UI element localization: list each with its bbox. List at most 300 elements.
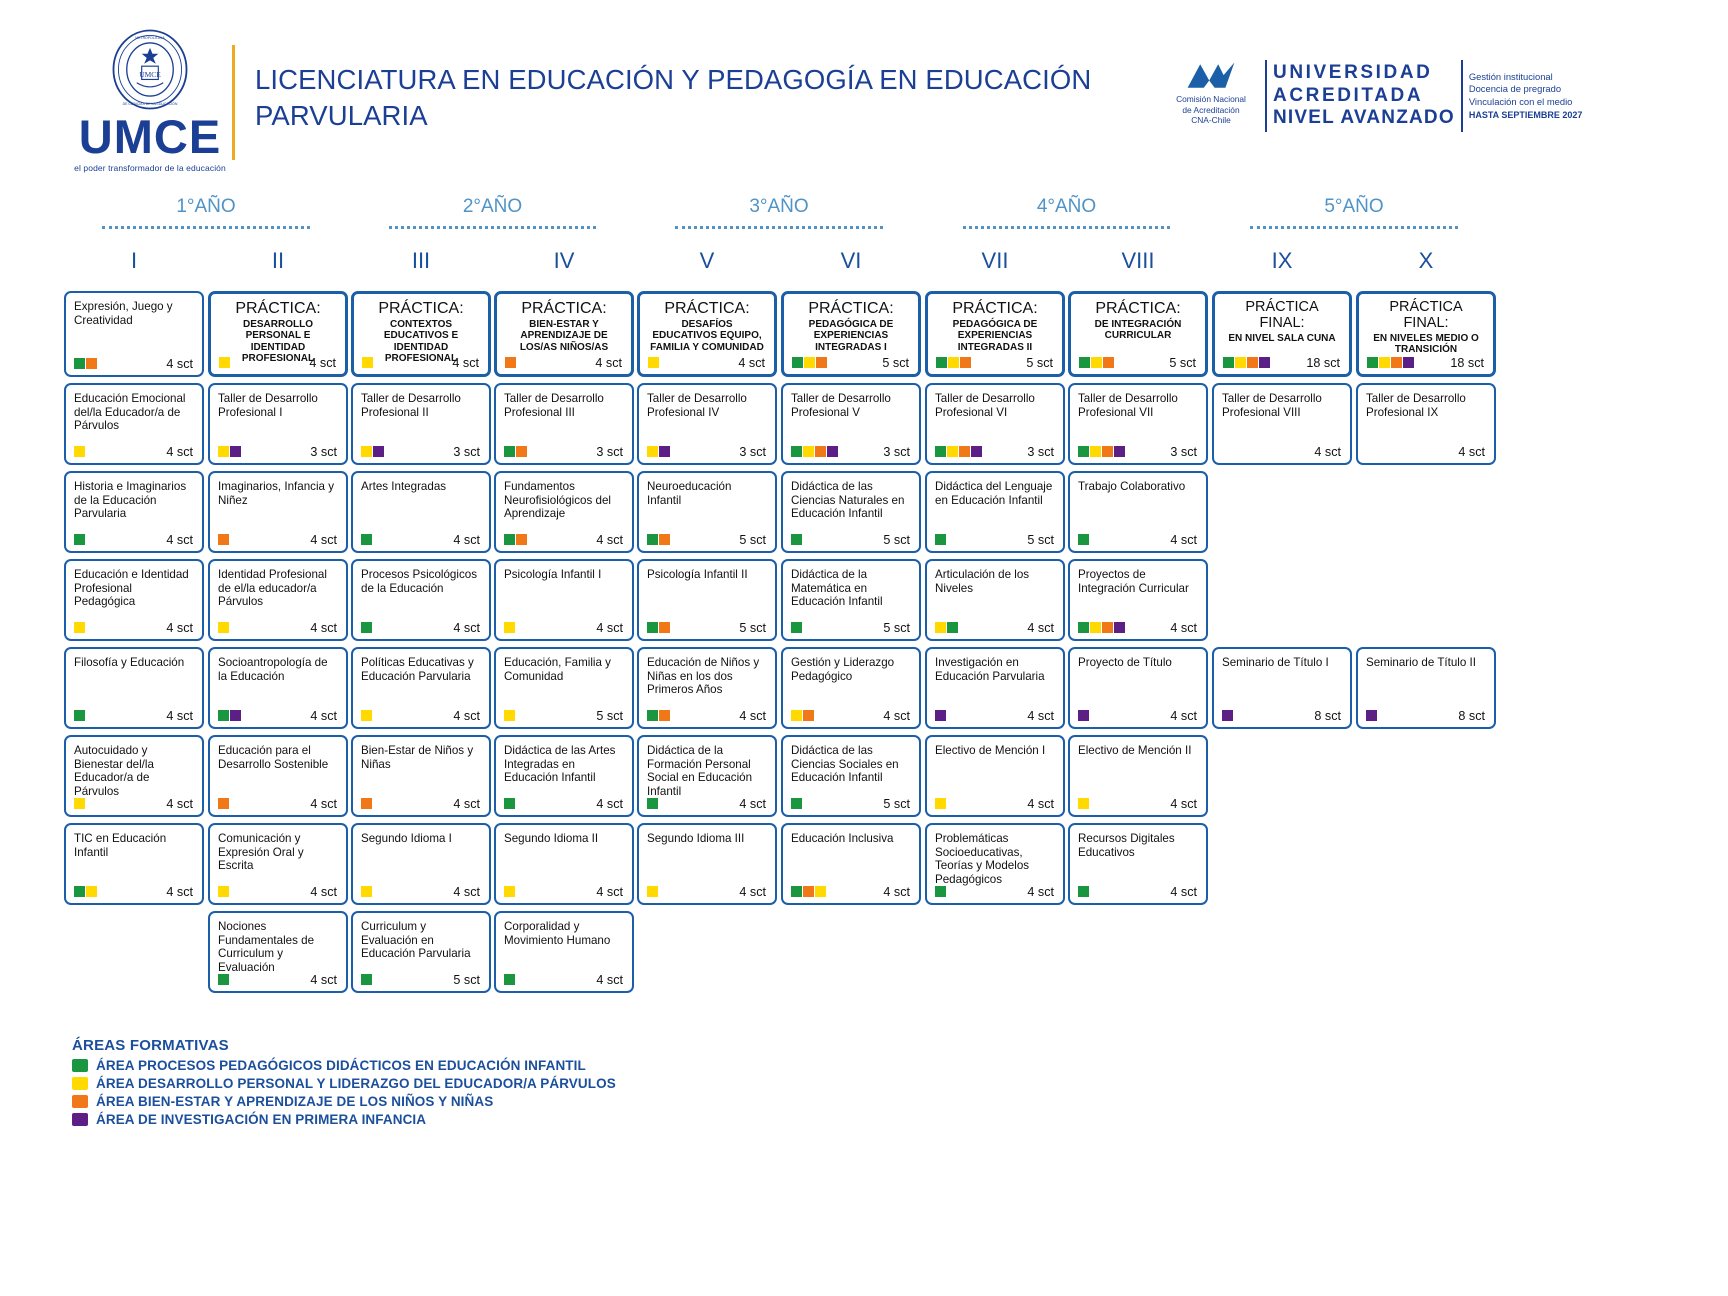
area-swatch-green	[935, 446, 946, 457]
area-swatch-yellow	[647, 446, 658, 457]
course-name: Filosofía y Educación	[74, 656, 185, 669]
course-card[interactable]	[637, 647, 777, 729]
course-card[interactable]	[781, 559, 921, 641]
area-swatches	[791, 798, 802, 809]
practica-title: PRÁCTICA:	[378, 300, 464, 317]
area-swatches	[74, 446, 85, 457]
area-swatches	[505, 357, 516, 368]
area-swatch-green	[647, 710, 658, 721]
course-name: Didáctica del Lenguaje en Educación Infantil	[935, 480, 1053, 507]
course-card[interactable]	[1068, 823, 1208, 905]
area-swatch-orange	[659, 534, 670, 545]
course-name: Recursos Digitales Educativos	[1078, 832, 1175, 859]
course-name: Curriculum y Evaluación en Educación Parvularia	[361, 920, 471, 961]
course-card[interactable]	[781, 735, 921, 817]
course-card[interactable]	[925, 559, 1065, 641]
area-swatches	[74, 358, 97, 369]
area-swatches	[1078, 534, 1089, 545]
course-credits: 18 sct	[1306, 356, 1340, 370]
course-name: Taller de Desarrollo Profesional IX	[1366, 392, 1466, 419]
course-name: Taller de Desarrollo Profesional V	[791, 392, 891, 419]
practica-title: PRÁCTICA:	[235, 300, 321, 317]
area-swatches	[647, 710, 670, 721]
course-name: Didáctica de la Matemática en Educación Infantil	[791, 568, 883, 609]
area-swatches	[1078, 622, 1125, 633]
course-credits: 4 sct	[1027, 885, 1054, 899]
area-swatch-yellow	[361, 710, 372, 721]
semester-label-iii: III	[411, 248, 431, 273]
course-card[interactable]	[208, 559, 348, 641]
course-credits: 4 sct	[595, 356, 622, 370]
course-credits: 3 sct	[596, 445, 623, 459]
area-swatch-green	[361, 622, 372, 633]
legend-swatch-green	[72, 1059, 88, 1072]
area-swatch-purple	[1259, 357, 1270, 368]
practica-card[interactable]	[351, 291, 491, 377]
area-swatches	[218, 446, 241, 457]
course-credits: 4 sct	[310, 973, 337, 987]
area-swatch-orange	[516, 446, 527, 457]
area-swatches	[792, 357, 827, 368]
area-swatch-green	[1078, 534, 1089, 545]
area-swatch-green	[1223, 357, 1234, 368]
semester-label-i: I	[130, 248, 138, 273]
practica-subtitle: DE INTEGRACIÓN CURRICULAR	[1094, 318, 1182, 342]
course-card[interactable]	[637, 383, 777, 465]
area-swatches	[1078, 798, 1089, 809]
practica-card[interactable]	[494, 291, 634, 377]
practica-card[interactable]	[1212, 291, 1352, 377]
course-card[interactable]	[494, 911, 634, 993]
course-credits: 5 sct	[1027, 533, 1054, 547]
area-swatch-orange	[516, 534, 527, 545]
course-name: Educación e Identidad Profesional Pedagógica	[74, 568, 189, 609]
course-name: Problemáticas Socioeducativas, Teorías y Modelos Pedagógicos	[935, 832, 1030, 886]
year-label-3: 3°AÑO	[749, 196, 809, 217]
course-card[interactable]	[64, 383, 204, 465]
course-name: Taller de Desarrollo Profesional VI	[935, 392, 1035, 419]
course-credits: 4 sct	[453, 797, 480, 811]
accreditation-status-line-2: ACREDITADA	[1273, 84, 1424, 106]
area-swatches	[218, 534, 229, 545]
area-swatches	[791, 622, 802, 633]
course-credits: 4 sct	[1170, 709, 1197, 723]
area-swatches	[504, 710, 515, 721]
year-label-1: 1°AÑO	[176, 196, 236, 217]
area-swatches	[935, 710, 946, 721]
legend-item	[72, 1094, 616, 1109]
course-name: Didáctica de las Ciencias Naturales en Educación Infantil	[791, 480, 905, 521]
course-card[interactable]	[1356, 383, 1496, 465]
course-card[interactable]	[1068, 647, 1208, 729]
practica-card[interactable]	[1068, 291, 1208, 377]
course-card[interactable]	[1068, 471, 1208, 553]
accreditation-area-1: Gestión institucional	[1468, 70, 1553, 82]
area-swatch-green	[647, 798, 658, 809]
course-credits: 4 sct	[310, 621, 337, 635]
course-card[interactable]	[64, 471, 204, 553]
area-swatch-purple	[1222, 710, 1233, 721]
semester-label-ix: IX	[1271, 248, 1293, 273]
course-card[interactable]	[637, 559, 777, 641]
area-swatches	[361, 710, 372, 721]
area-swatch-yellow	[504, 710, 515, 721]
course-card[interactable]	[637, 471, 777, 553]
course-card[interactable]	[494, 647, 634, 729]
area-swatch-yellow	[803, 446, 814, 457]
area-swatches	[74, 710, 85, 721]
course-card[interactable]	[64, 291, 204, 377]
course-card[interactable]	[925, 823, 1065, 905]
course-name: Trabajo Colaborativo	[1078, 480, 1186, 493]
practica-subtitle: PEDAGÓGICA DE EXPERIENCIAS INTEGRADAS I	[808, 318, 894, 353]
course-card[interactable]	[1356, 647, 1496, 729]
course-card[interactable]	[925, 471, 1065, 553]
semester-label-x: X	[1418, 248, 1434, 273]
area-swatches	[361, 886, 372, 897]
course-credits: 4 sct	[166, 797, 193, 811]
area-swatch-orange	[218, 798, 229, 809]
course-credits: 5 sct	[453, 973, 480, 987]
area-swatches	[362, 357, 373, 368]
area-swatches	[504, 798, 515, 809]
course-card[interactable]	[781, 647, 921, 729]
area-swatch-purple	[1366, 710, 1377, 721]
area-swatch-purple	[1078, 710, 1089, 721]
course-credits: 4 sct	[453, 533, 480, 547]
area-swatch-yellow	[947, 446, 958, 457]
course-card[interactable]	[494, 735, 634, 817]
area-swatch-green	[791, 886, 802, 897]
area-swatch-purple	[230, 446, 241, 457]
course-card[interactable]	[494, 823, 634, 905]
legend-swatch-yellow	[72, 1077, 88, 1090]
area-swatches	[504, 622, 515, 633]
course-name: Taller de Desarrollo Profesional VII	[1078, 392, 1178, 419]
course-name: Segundo Idioma III	[647, 832, 745, 845]
course-card[interactable]	[1068, 559, 1208, 641]
practica-card[interactable]	[781, 291, 921, 377]
practica-title: PRÁCTICA FINAL:	[1389, 299, 1463, 331]
course-card[interactable]	[64, 559, 204, 641]
course-name: Didáctica de las Ciencias Sociales en Educación Infantil	[791, 744, 899, 785]
area-swatch-green	[791, 622, 802, 633]
course-credits: 18 sct	[1450, 356, 1484, 370]
course-name: Segundo Idioma I	[361, 832, 452, 845]
course-credits: 5 sct	[883, 797, 910, 811]
area-swatch-orange	[959, 446, 970, 457]
accreditation-valid-until: HASTA SEPTIEMBRE 2027	[1468, 110, 1583, 121]
area-swatch-green	[74, 534, 85, 545]
course-card[interactable]	[208, 383, 348, 465]
area-swatch-purple	[1114, 446, 1125, 457]
course-name: Expresión, Juego y Creatividad	[74, 300, 173, 327]
practica-subtitle: EN NIVELES MEDIO O TRANSICIÓN	[1373, 332, 1479, 356]
area-swatches	[218, 974, 229, 985]
area-swatch-green	[947, 622, 958, 633]
course-card[interactable]	[64, 647, 204, 729]
practica-card[interactable]	[637, 291, 777, 377]
course-name: Políticas Educativas y Educación Parvularia	[361, 656, 474, 683]
area-swatches	[791, 886, 826, 897]
area-swatch-orange	[1102, 446, 1113, 457]
area-swatch-orange	[1103, 357, 1114, 368]
course-name: Historia e Imaginarios de la Educación Parvularia	[74, 480, 187, 521]
course-card[interactable]	[1068, 383, 1208, 465]
course-credits: 4 sct	[739, 709, 766, 723]
course-credits: 4 sct	[739, 797, 766, 811]
course-credits: 5 sct	[596, 709, 623, 723]
course-name: Segundo Idioma II	[504, 832, 599, 845]
umce-tagline: el poder transformador de la educación	[74, 163, 226, 173]
course-credits: 3 sct	[1170, 445, 1197, 459]
practica-title: PRÁCTICA:	[952, 300, 1038, 317]
area-swatch-yellow	[804, 357, 815, 368]
course-credits: 5 sct	[882, 356, 909, 370]
area-swatch-yellow	[218, 886, 229, 897]
page-title: LICENCIATURA EN EDUCACIÓN Y PEDAGOGÍA EN EDUCACIÓN PARVULARIA	[255, 64, 1092, 132]
course-card[interactable]	[1068, 735, 1208, 817]
course-card[interactable]	[208, 647, 348, 729]
area-swatches	[647, 534, 670, 545]
course-credits: 4 sct	[1170, 621, 1197, 635]
semester-label-vii: VII	[981, 248, 1009, 273]
course-card[interactable]	[925, 383, 1065, 465]
area-swatch-purple	[1403, 357, 1414, 368]
course-name: Proyecto de Título	[1078, 656, 1172, 669]
course-card[interactable]	[925, 647, 1065, 729]
practica-subtitle: DESAFÍOS EDUCATIVOS EQUIPO, FAMILIA Y COMUNIDAD	[650, 318, 764, 353]
course-credits: 5 sct	[883, 533, 910, 547]
course-name: Educación Inclusiva	[791, 832, 894, 845]
year-label-2: 2°AÑO	[462, 196, 523, 217]
course-name: Nociones Fundamentales de Curriculum y Evaluación	[218, 920, 315, 974]
course-credits: 4 sct	[738, 356, 765, 370]
course-credits: 5 sct	[1026, 356, 1053, 370]
course-card[interactable]	[64, 735, 204, 817]
course-card[interactable]	[351, 647, 491, 729]
course-credits: 4 sct	[452, 356, 479, 370]
course-card[interactable]	[494, 383, 634, 465]
umce-wordmark: UMCE	[78, 110, 222, 163]
area-swatches	[504, 886, 515, 897]
course-credits: 4 sct	[1458, 445, 1485, 459]
cna-line-2: de Acreditación	[1182, 104, 1240, 115]
course-card[interactable]	[925, 735, 1065, 817]
course-credits: 3 sct	[1027, 445, 1054, 459]
course-card[interactable]	[351, 735, 491, 817]
area-swatches	[74, 534, 85, 545]
svg-text:UMCE: UMCE	[139, 69, 161, 79]
area-swatches	[504, 974, 515, 985]
area-swatches	[361, 446, 384, 457]
course-card[interactable]	[351, 559, 491, 641]
area-swatch-green	[74, 358, 85, 369]
area-swatch-yellow	[1379, 357, 1390, 368]
area-swatches	[74, 886, 97, 897]
course-card[interactable]	[1212, 383, 1352, 465]
course-card[interactable]	[781, 383, 921, 465]
course-name: Seminario de Título I	[1222, 656, 1329, 669]
practica-card[interactable]	[208, 291, 348, 377]
area-swatches	[1366, 710, 1377, 721]
legend-swatch-orange	[72, 1095, 88, 1108]
area-swatch-purple	[659, 446, 670, 457]
course-name: Educación de Niños y Niñas en los dos Primeros Años	[647, 656, 760, 697]
area-swatches	[218, 886, 229, 897]
course-card[interactable]	[208, 911, 348, 993]
area-swatch-orange	[505, 357, 516, 368]
accreditation-status-line-3: NIVEL AVANZADO	[1273, 107, 1455, 129]
course-name: Comunicación y Expresión Oral y Escrita	[218, 832, 304, 873]
course-card[interactable]	[351, 823, 491, 905]
area-swatches	[361, 974, 372, 985]
legend-label: ÁREA DE INVESTIGACIÓN EN PRIMERA INFANCIA	[96, 1112, 427, 1127]
course-credits: 4 sct	[596, 885, 623, 899]
area-swatch-green	[647, 622, 658, 633]
course-name: Procesos Psicológicos de la Educación	[361, 568, 477, 595]
area-swatches	[1078, 710, 1089, 721]
area-swatch-yellow	[648, 357, 659, 368]
course-credits: 4 sct	[883, 885, 910, 899]
area-swatch-yellow	[1235, 357, 1246, 368]
area-swatch-green	[791, 798, 802, 809]
area-swatch-yellow	[647, 886, 658, 897]
course-name: Educación Emocional del/la Educador/a de Párvulos	[74, 392, 186, 433]
practica-subtitle: PEDAGÓGICA DE EXPERIENCIAS INTEGRADAS II	[952, 318, 1038, 353]
area-swatch-purple	[935, 710, 946, 721]
area-swatches	[791, 446, 838, 457]
course-credits: 5 sct	[883, 621, 910, 635]
semester-label-ii: II	[271, 248, 285, 273]
course-credits: 8 sct	[1458, 709, 1485, 723]
area-swatch-green	[1078, 622, 1089, 633]
course-card[interactable]	[637, 823, 777, 905]
area-swatches	[218, 798, 229, 809]
area-swatches	[361, 534, 372, 545]
course-card[interactable]	[351, 911, 491, 993]
practica-title: PRÁCTICA:	[521, 300, 607, 317]
area-swatch-orange	[815, 446, 826, 457]
course-name: Autocuidado y Bienestar del/la Educador/a de Párvulos	[74, 744, 154, 798]
area-swatch-green	[504, 798, 515, 809]
area-swatch-yellow	[1090, 622, 1101, 633]
course-card[interactable]	[494, 471, 634, 553]
course-card[interactable]	[208, 471, 348, 553]
practica-subtitle: DESARROLLO PERSONAL E IDENTIDAD PROFESIONAL	[241, 318, 315, 365]
course-card[interactable]	[781, 823, 921, 905]
area-swatches	[74, 798, 85, 809]
area-swatch-yellow	[504, 886, 515, 897]
area-swatch-yellow	[74, 622, 85, 633]
course-card[interactable]	[351, 471, 491, 553]
course-card[interactable]	[351, 383, 491, 465]
area-swatch-green	[1078, 446, 1089, 457]
semester-label-vi: VI	[840, 248, 862, 273]
area-swatch-orange	[86, 358, 97, 369]
course-name: Neuroeducación Infantil	[647, 480, 732, 507]
area-swatch-green	[935, 534, 946, 545]
course-credits: 4 sct	[1027, 709, 1054, 723]
practica-card[interactable]	[1356, 291, 1496, 377]
area-swatches	[219, 357, 230, 368]
course-card[interactable]	[494, 559, 634, 641]
course-credits: 4 sct	[310, 533, 337, 547]
area-swatch-green	[74, 710, 85, 721]
course-card[interactable]	[208, 823, 348, 905]
course-name: Psicología Infantil I	[504, 568, 602, 581]
area-swatch-yellow	[791, 710, 802, 721]
semester-label-viii: VIII	[1121, 248, 1155, 273]
legend-item	[72, 1058, 616, 1073]
practica-subtitle: BIEN-ESTAR Y APRENDIZAJE DE LOS/AS NIÑOS/AS	[519, 318, 609, 353]
practica-title: PRÁCTICA:	[808, 300, 894, 317]
area-swatch-orange	[803, 886, 814, 897]
course-credits: 4 sct	[739, 885, 766, 899]
area-swatches	[647, 446, 670, 457]
course-card[interactable]	[781, 471, 921, 553]
area-swatch-yellow	[218, 446, 229, 457]
course-credits: 3 sct	[883, 445, 910, 459]
area-swatches	[935, 446, 982, 457]
area-swatch-yellow	[218, 622, 229, 633]
legend-label: ÁREA DESARROLLO PERSONAL Y LIDERAZGO DEL EDUCADOR/A PÁRVULOS	[96, 1076, 616, 1091]
course-credits: 5 sct	[739, 621, 766, 635]
area-swatch-green	[647, 534, 658, 545]
area-swatch-orange	[361, 798, 372, 809]
course-credits: 3 sct	[739, 445, 766, 459]
area-swatches	[218, 622, 229, 633]
legend-label: ÁREA PROCESOS PEDAGÓGICOS DIDÁCTICOS EN EDUCACIÓN INFANTIL	[96, 1058, 586, 1073]
course-credits: 4 sct	[166, 357, 193, 371]
area-swatches	[648, 357, 659, 368]
course-card[interactable]	[1212, 647, 1352, 729]
course-card[interactable]	[637, 735, 777, 817]
area-swatches	[647, 886, 658, 897]
practica-subtitle: EN NIVEL SALA CUNA	[1228, 332, 1336, 344]
course-credits: 4 sct	[453, 709, 480, 723]
legend-swatch-purple	[72, 1113, 88, 1126]
area-swatch-yellow	[74, 798, 85, 809]
year-label-4: 4°AÑO	[1036, 196, 1097, 217]
area-swatch-yellow	[362, 357, 373, 368]
area-swatch-purple	[1114, 622, 1125, 633]
course-name: Socioantropología de la Educación	[218, 656, 328, 683]
course-credits: 5 sct	[739, 533, 766, 547]
area-swatch-yellow	[1090, 446, 1101, 457]
area-swatch-yellow	[948, 357, 959, 368]
area-swatch-yellow	[86, 886, 97, 897]
course-name: Educación para el Desarrollo Sostenible	[218, 744, 329, 771]
practica-card[interactable]	[925, 291, 1065, 377]
course-name: Seminario de Título II	[1366, 656, 1476, 669]
course-credits: 8 sct	[1314, 709, 1341, 723]
course-card[interactable]	[208, 735, 348, 817]
legend	[72, 1037, 616, 1127]
svg-text:METROPOLITANA: METROPOLITANA	[135, 35, 165, 40]
area-swatch-green	[74, 886, 85, 897]
course-name: Artes Integradas	[361, 480, 447, 493]
course-name: Articulación de los Niveles	[935, 568, 1030, 595]
course-card[interactable]	[64, 823, 204, 905]
area-swatch-green	[1367, 357, 1378, 368]
area-swatch-yellow	[219, 357, 230, 368]
area-swatches	[1223, 357, 1270, 368]
area-swatch-green	[1079, 357, 1090, 368]
course-name: Electivo de Mención II	[1078, 744, 1192, 757]
area-swatches	[935, 886, 946, 897]
course-name: Proyectos de Integración Curricular	[1078, 568, 1189, 595]
